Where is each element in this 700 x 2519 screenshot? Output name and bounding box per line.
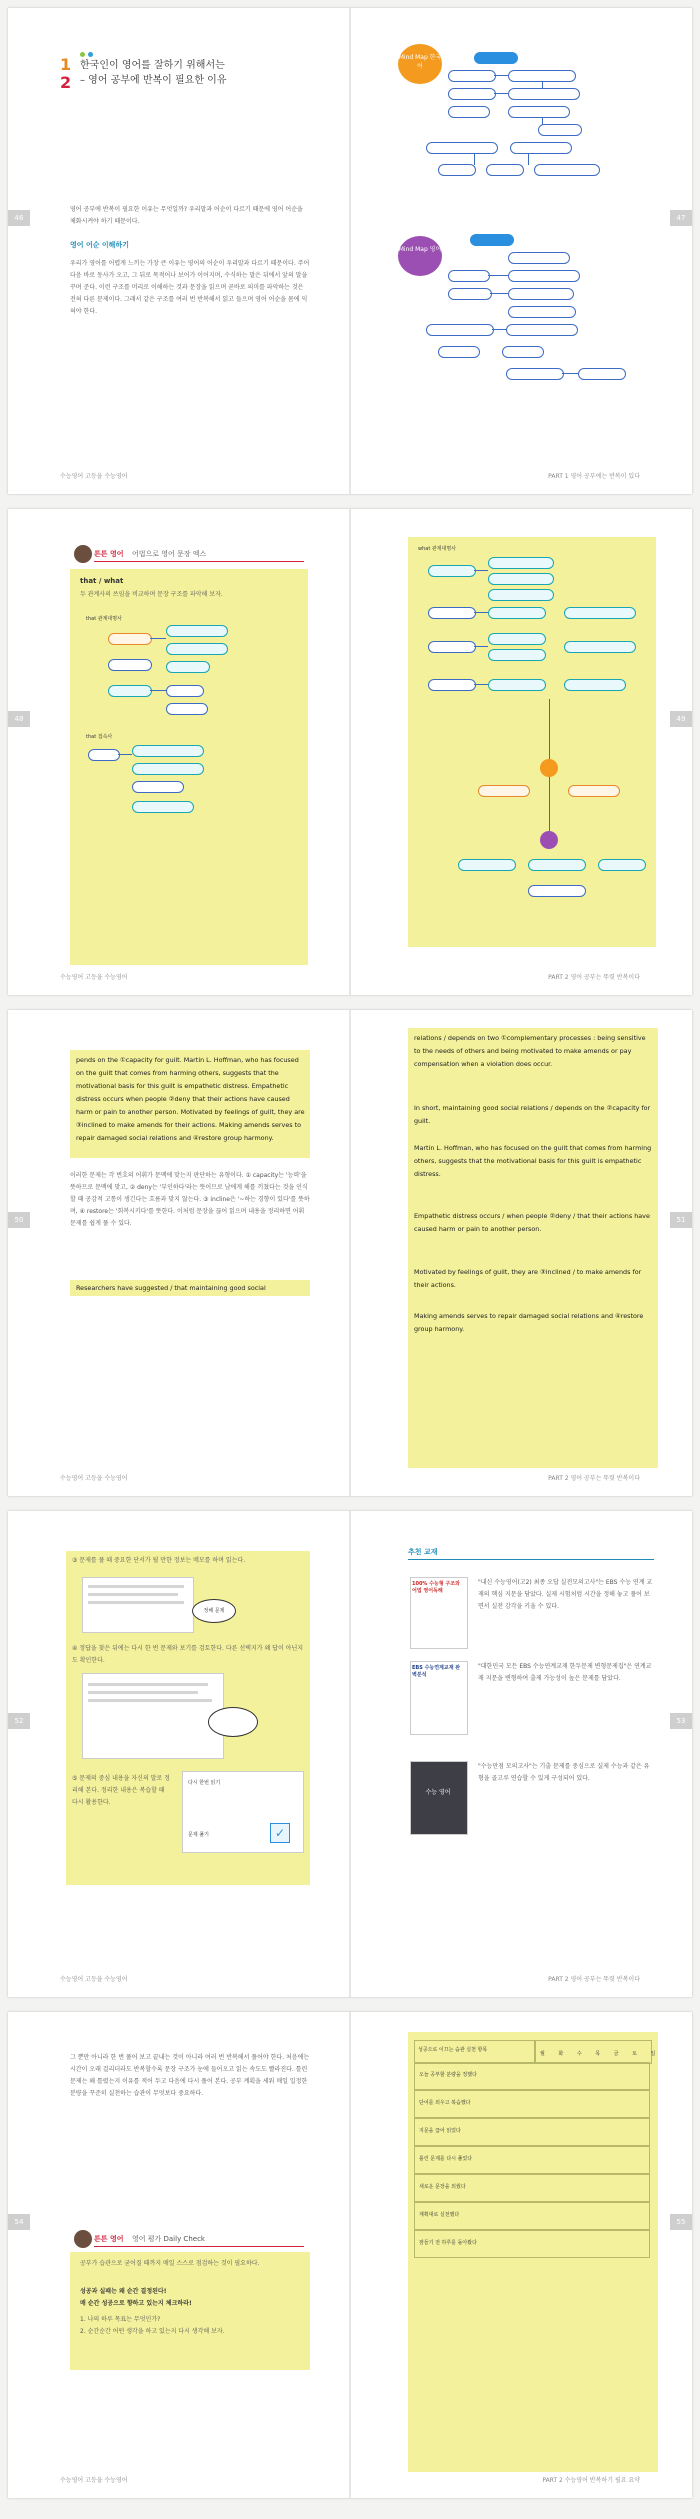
mindmap-connector (118, 754, 132, 755)
page-footer: 수능영어 고등을 수능영어 (60, 1475, 128, 1482)
exercise-desc: 두 관계사의 쓰임을 비교하며 문장 구조를 파악해 보자. (80, 591, 223, 598)
mindmap-node (598, 859, 646, 871)
mindmap-connector (474, 612, 488, 613)
section-heading: 어법으로 영어 문장 엑스 (132, 550, 207, 558)
speech-bubble (208, 1707, 258, 1737)
book-title: EBS 수능연계교재 완벽분석 (412, 1665, 461, 1678)
table-row (414, 2202, 650, 2230)
page-spread-2 (8, 509, 692, 995)
map-label: that 접속사 (86, 734, 113, 740)
decor-dot (80, 52, 85, 57)
mindmap-node (486, 164, 524, 176)
mindmap-node (448, 288, 492, 300)
mindmap-node (488, 649, 546, 661)
exercise-subtitle: that / what (80, 577, 124, 585)
mindmap-node (488, 607, 546, 619)
mindmap-node (528, 885, 586, 897)
mindmap-node (166, 703, 208, 715)
text-line (88, 1585, 184, 1588)
mindmap-node (470, 234, 514, 246)
mindmap-connector (150, 690, 166, 691)
mindmap-connector (549, 777, 550, 831)
mindmap-node (508, 106, 570, 118)
page-spread-1 (8, 8, 692, 494)
flow-step: 문제 풀기 (188, 1832, 209, 1838)
mindmap-node (166, 625, 228, 637)
gutter (349, 509, 351, 995)
text-line (88, 1691, 198, 1694)
intro-text: 영어 공부에 반복이 필요한 이유는 무엇일까? 우리말과 어순이 다르기 때문에 영어 어순을 체화시켜야 하기 때문이다. (70, 206, 303, 225)
heading-rule (94, 2246, 304, 2247)
book-title: 100% 수능형 구조와 어법 영어독해 (412, 1581, 460, 1594)
step-text: ⑤ 문제의 중심 내용을 자신의 말로 정리해 본다. 정리한 내용은 복습할 때 다시 활용한다. (72, 1775, 170, 1806)
table-row (414, 2230, 650, 2258)
explanation-text: 이러한 문제는 각 번호의 어휘가 문맥에 맞는지 판단하는 유형이다. ① capacity는 '능력'을 뜻하므로 문맥에 맞고, ② deny는 '부인하다'라는 뜻이므로 남에게 해를 끼쳤다는 것을 인식할 때 공감적 고통이 생긴다는 흐름과 맞지 않는다. ③ incline은 '~하는 경향이 있다'를 뜻하며, ④ restore는 '회복시키다'를 뜻한다. 이처럼 문장을 끊어 읽으며 내용을 정리하면 어휘 문제를 쉽게 풀 수 있다. (70, 1172, 310, 1227)
passage-text: pends on the ①capacity for guilt. Martin L. Hoffman, who has focused on the guilt that comes from harming others, suggests that the motivational basis for this guilt is empathetic distress. Empathetic distress occurs when people ②deny that their actions have caused harm or pain to another person. Motivated by feelings of guilt, they are ③inclined to make amends for their actions. Making amends serves to repair damaged social relations and ④restore group harmony. (76, 1056, 305, 1142)
checklist-item: 2. 순간순간 어떤 생각을 하고 있는지 다시 생각해 보자. (80, 2328, 225, 2335)
table-week-label: 월 화 수 목 금 토 일 (540, 2051, 662, 2057)
mindmap-label: Mind Map 영어 (398, 236, 442, 276)
decor-dot (88, 52, 93, 57)
row-label: 단어를 외우고 복습했다 (419, 2100, 471, 2106)
book-desc: "대한민국 모든 EBS 수능연계교재 한두문제 변형문제집"은 연계교재 지문을 변형하여 출제 가능성이 높은 문제를 담았다. (478, 1663, 652, 1682)
mindmap-node (508, 252, 570, 264)
recommend-title: 추천 교재 (408, 1548, 438, 1556)
mindmap-node (132, 763, 204, 775)
page-tab: 50 (8, 1212, 30, 1228)
body-paragraph: 우리가 영어를 어렵게 느끼는 가장 큰 이유는 영어의 어순이 우리말과 다르기 때문이다. 주어 다음 바로 동사가 오고, 그 뒤로 목적어나 보어가 이어지며, 수식하는 말은 뒤에서 앞의 말을 꾸며 준다. 이런 구조를 머리로 이해하는 것과 문장을 읽으며 곧바로 의미를 파악하는 것은 전혀 다른 문제이다. 그래서 같은 구조를 여러 번 반복해서 읽고 들으며 영어 어순을 몸에 익혀야 한다. (70, 260, 310, 315)
mindmap-node (508, 288, 574, 300)
checklist-item: 1. 나의 하루 목표는 무엇인가? (80, 2316, 161, 2323)
title-rule (408, 1559, 654, 1560)
page-spread-4 (8, 1511, 692, 1997)
mindmap-node (428, 679, 476, 691)
mindmap-connector (474, 153, 475, 165)
body-paragraph: 그 뿐만 아니라 한 번 풀어 보고 끝내는 것이 아니라 여러 번 반복해서 풀어야 한다. 처음에는 시간이 오래 걸리더라도 반복할수록 문장 구조가 눈에 들어오고 읽는 속도도 빨라진다. 틀린 문제는 왜 틀렸는지 이유를 적어 두고 다음에 다시 풀어 본다. 공부 계획을 세워 매일 일정한 분량을 꾸준히 실천하는 습관이 무엇보다 중요하다. (70, 2054, 310, 2097)
page-footer: PART 2 영어 공부는 뚜렷 반복이다 (548, 1475, 640, 1482)
mindmap-node (166, 661, 210, 673)
mindmap-node (502, 346, 544, 358)
mindmap-connector (528, 153, 529, 165)
row-label: 계획대로 실천했다 (419, 2212, 460, 2218)
page-tab: 54 (8, 2214, 30, 2230)
mindmap-node (428, 641, 476, 653)
book-desc: "수능만점 모의고사"는 기출 문제를 중심으로 실제 수능과 같은 유형을 골고루 연습할 수 있게 구성되어 있다. (478, 1763, 650, 1782)
table-row (414, 2174, 650, 2202)
text-line (88, 1601, 184, 1604)
table-row (414, 2146, 650, 2174)
mindmap-node (474, 52, 518, 64)
mindmap-node (132, 781, 184, 793)
row-label: 오늘 공부할 분량을 정했다 (419, 2072, 477, 2078)
passage-text: Researchers have suggested / that maintaining good social (76, 1284, 266, 1292)
mindmap-node (488, 679, 546, 691)
page-footer: PART 1 영어 공부에는 반복이 있다 (548, 473, 640, 480)
mindmap-connector (474, 684, 488, 685)
mindmap-node (506, 324, 578, 336)
hub-node (540, 759, 558, 777)
mindmap-node (528, 859, 586, 871)
mindmap-node (132, 745, 204, 757)
mindmap-connector (562, 373, 578, 374)
passage-text: Empathetic distress occurs / when people ②deny / that their actions have caused harm or pain to another person. (414, 1212, 650, 1233)
mindmap-node (88, 749, 120, 761)
chapter-number: 1 2 (60, 55, 72, 92)
mindmap-node (510, 142, 572, 154)
mindmap-label: Mind Map 한국어 (398, 44, 442, 84)
mindmap-node (534, 164, 600, 176)
heading-rule (94, 561, 304, 562)
passage-text: Making amends serves to repair damaged social relations and ④restore group harmony. (414, 1312, 644, 1333)
mindmap-node (428, 565, 476, 577)
page-tab: 55 (670, 2214, 692, 2230)
checklist-intro: 공부가 습관으로 굳어질 때까지 매일 스스로 점검하는 것이 필요하다. (80, 2260, 260, 2267)
mindmap-node (438, 164, 476, 176)
page-tab: 51 (670, 1212, 692, 1228)
mindmap-connector (474, 646, 488, 647)
checklist-question: 매 순간 성공으로 향하고 있는지 체크하라! (80, 2300, 192, 2307)
mindmap-node (438, 346, 480, 358)
mindmap-node (428, 607, 476, 619)
mindmap-node (506, 368, 564, 380)
teacher-avatar (74, 545, 92, 563)
mindmap-node (426, 142, 498, 154)
mindmap-node (564, 679, 626, 691)
mindmap-node (108, 685, 152, 697)
mindmap-connector (474, 570, 488, 571)
gutter (349, 8, 351, 494)
page-footer: 수능영어 고등을 수능영어 (60, 2477, 128, 2484)
page-footer: PART 2 수능영어 반복하기 필요 요약 (542, 2477, 640, 2484)
book-desc: "내신 수능영어(고2) 최종 오답 실전모의고사"는 EBS 수능 연계 교재의 핵심 지문을 담았다. 실제 시험처럼 시간을 정해 놓고 풀어 보면서 실전 감각을 키울 수 있다. (478, 1579, 653, 1610)
flow-step: 다시 한번 읽기 (188, 1780, 221, 1786)
title-line-2: – 영어 공부에 반복이 필요한 이유 (80, 75, 227, 86)
sticker: 정해 문제 (192, 1599, 236, 1623)
mindmap-node (166, 685, 204, 697)
mindmap-node (564, 607, 636, 619)
mindmap-node (448, 88, 496, 100)
step-text: ③ 문제를 풀 때 중요한 단서가 될 만한 정보는 메모를 하며 읽는다. (72, 1557, 246, 1564)
mindmap-node (564, 641, 636, 653)
check-icon: ✓ (270, 1823, 290, 1843)
mindmap-node (508, 270, 580, 282)
book-cover (410, 1761, 468, 1835)
book-title: 수능 영어 (425, 1789, 451, 1796)
row-label: 틀린 문제를 다시 풀었다 (419, 2156, 473, 2162)
section-badge: 튼튼 영어 (94, 550, 124, 558)
page-footer: 수능영어 고등을 수능영어 (60, 473, 128, 480)
page-tab: 47 (670, 210, 692, 226)
page-footer: PART 2 영어 공부는 뚜렷 반복이다 (548, 974, 640, 981)
mindmap-node (458, 859, 516, 871)
row-label: 잠들기 전 하루를 돌아봤다 (419, 2240, 477, 2246)
table-row (414, 2118, 650, 2146)
mindmap-connector (494, 75, 508, 76)
row-label: 새로운 문장을 외웠다 (419, 2184, 466, 2190)
page-tab: 48 (8, 711, 30, 727)
gutter (349, 1010, 351, 1496)
page-spread-5 (8, 2012, 692, 2498)
chapter-title (80, 58, 310, 88)
mindmap-node (488, 633, 546, 645)
text-line (88, 1683, 208, 1686)
text-line (88, 1593, 178, 1596)
mindmap-node (578, 368, 626, 380)
mindmap-node (426, 324, 494, 336)
hub-node (540, 831, 558, 849)
mindmap-connector (542, 117, 543, 125)
page-footer: PART 2 영어 공부는 뚜렷 반복이다 (548, 1976, 640, 1983)
mindmap-node (488, 573, 554, 585)
section-badge: 튼튼 영어 (94, 2235, 124, 2243)
row-label: 지문을 끊어 읽었다 (419, 2128, 461, 2134)
mindmap-connector (490, 293, 508, 294)
mindmap-connector (492, 329, 506, 330)
map-label: what 관계대명사 (418, 546, 457, 552)
mindmap-node (448, 106, 490, 118)
mindmap-node (488, 557, 554, 569)
mindmap-connector (494, 93, 508, 94)
section-heading: 영어 평가 Daily Check (132, 2235, 205, 2243)
text-line (88, 1699, 212, 1702)
mindmap-node (448, 270, 490, 282)
title-line-1: 한국인이 영어를 잘하기 위해서는 (80, 60, 225, 71)
page-spread-3 (8, 1010, 692, 1496)
table-header-label: 성공으로 이끄는 습관 실천 항목 (418, 2047, 488, 2053)
gutter (349, 1511, 351, 1997)
mindmap-connector (549, 699, 550, 759)
page-tab: 49 (670, 711, 692, 727)
passage-text: Martin L. Hoffman, who has focused on the guilt that comes from harming others, suggests that the motivational basis for this guilt is empathetic distress. (414, 1144, 652, 1178)
passage-text: In short, maintaining good social relations / depends on the ②capacity for guilt. (414, 1104, 651, 1125)
page-footer: 수능영어 고등을 수능영어 (60, 974, 128, 981)
mindmap-node (166, 643, 228, 655)
gutter (349, 2012, 351, 2498)
passage-text: relations / depends on two ①complementary processes : being sensitive to the needs of others and being motivated to make amends or pay compensation when a violation does occur. (414, 1034, 646, 1068)
page-tab: 53 (670, 1713, 692, 1729)
mindmap-connector (542, 81, 543, 89)
mindmap-node (538, 124, 582, 136)
passage-text: Motivated by feelings of guilt, they are ③inclined / to make amends for their actions. (414, 1268, 642, 1289)
table-row (414, 2062, 650, 2090)
mindmap-node (488, 589, 554, 601)
mindmap-node (568, 785, 620, 797)
mindmap-node (478, 785, 530, 797)
page-tab: 52 (8, 1713, 30, 1729)
mindmap-node (108, 633, 152, 645)
mindmap-node (508, 306, 576, 318)
section-subhead: 영어 어순 이해하기 (70, 241, 129, 249)
teacher-avatar (74, 2230, 92, 2248)
page-tab: 46 (8, 210, 30, 226)
table-row (414, 2090, 650, 2118)
step-text: ④ 정답을 찾은 뒤에는 다시 한 번 문제와 보기를 검토한다. 다른 선택지가 왜 답이 아닌지도 확인한다. (72, 1645, 304, 1664)
mindmap-node (508, 88, 580, 100)
mindmap-node (132, 801, 194, 813)
mindmap-node (448, 70, 496, 82)
mindmap-node (108, 659, 152, 671)
page-footer: 수능영어 고등을 수능영어 (60, 1976, 128, 1983)
habit-rows (414, 2062, 650, 2258)
mindmap-connector (150, 638, 166, 639)
mindmap-connector (488, 275, 508, 276)
checklist-question: 성공과 실패는 왜 순간 결정된다! (80, 2288, 167, 2295)
map-label: that 관계대명사 (86, 616, 122, 622)
